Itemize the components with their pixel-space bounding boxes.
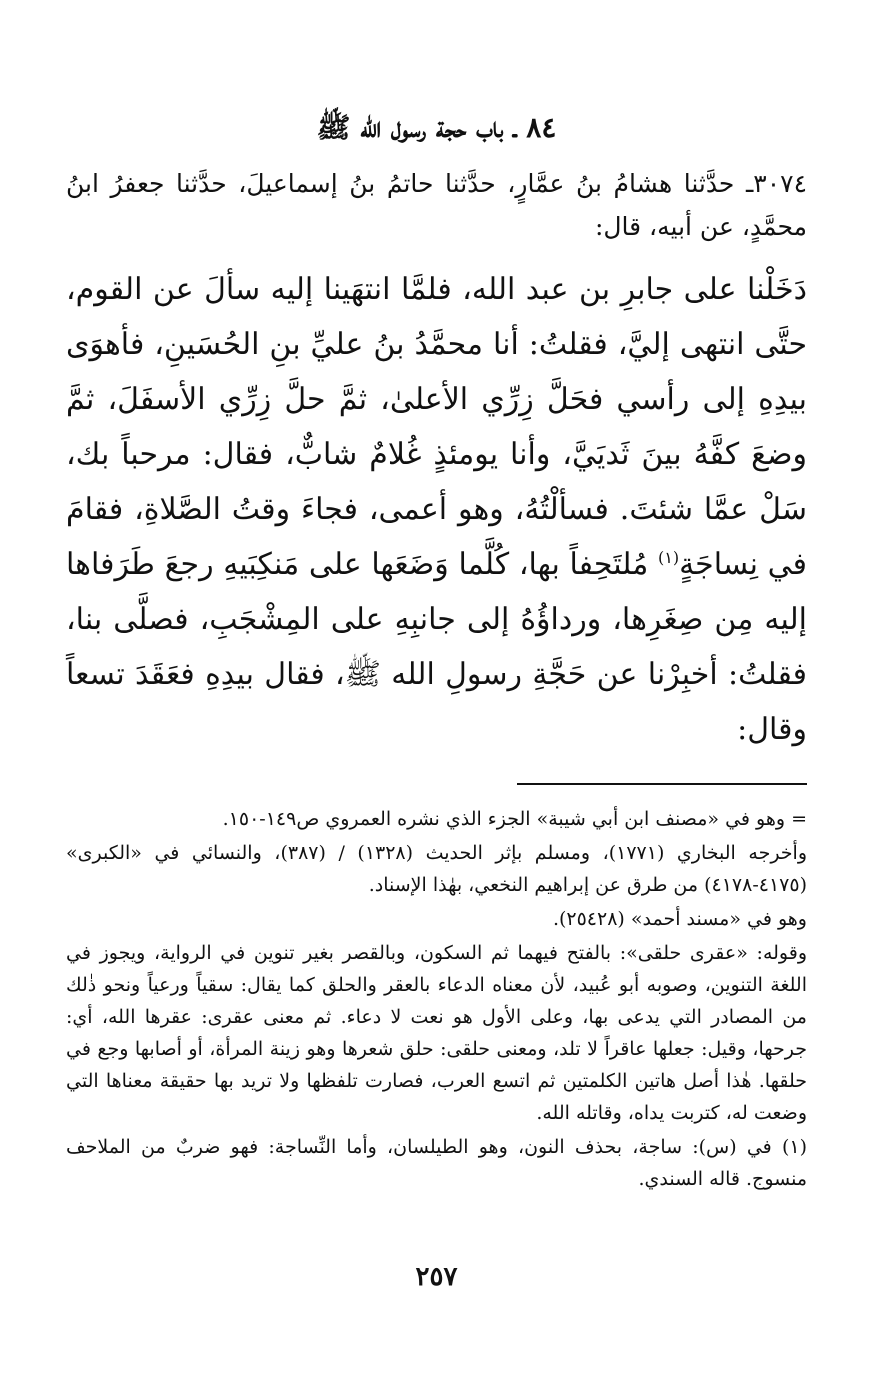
- footnote-separator: [517, 783, 807, 785]
- footnote-reference: (١): [657, 548, 680, 567]
- footnotes: [66, 803, 807, 1195]
- footnote-line: وهو في «مسند أحمد» (٢٥٤٢٨).: [552, 908, 807, 930]
- hadith-isnad: ٣٠٧٤ـ حدَّثنا هشامُ بنُ عمَّارٍ، حدَّثنا حاتمُ بنُ إسماعيلَ، حدَّثنا جعفرُ ابنُ محمَّدٍ، عن أبيه، قال:: [66, 169, 807, 241]
- hadith-text-part1: دَخَلْنا على جابرِ بن عبد الله، فلمَّا انتهَينا إليه سألَ عن القوم، حتَّى انتهى إليَّ، فقلتُ: أنا محمَّدُ بنُ عليِّ بنِ الحُسَينِ، فأهوَى بيدِهِ إلى رأسي فحَلَّ زِرِّي الأعلىٰ، ثمَّ حلَّ زِرِّي الأسفَلَ، ثمَّ وضعَ كفَّهُ بينَ ثَديَيَّ، وأنا يومئذٍ غُلامٌ شابٌّ، فقال: مرحباً بك، سَلْ عمَّا شئتَ. فسألْتُهُ، وهو أعمى، فجاءَ وقتُ الصَّلاةِ، فقامَ في نِساجَةٍ: [66, 272, 807, 582]
- chapter-title: ٨٤ ـ باب حجة رسول الله ﷺ: [316, 111, 557, 144]
- page-number: ٢٥٧: [415, 1262, 458, 1292]
- footnote-line: = وهو في «مصنف ابن أبي شيبة» الجزء الذي نشره العمروي ص١٤٩-١٥٠.: [222, 808, 807, 830]
- footnote-line: وأخرجه البخاري (١٧٧١)، ومسلم بإثر الحديث (١٣٢٨) / (٣٨٧)، والنسائي في «الكبرى» (٤١٧٥-٤١٧٨) من طرق عن إبراهيم النخعي، بهٰذا الإسناد.: [66, 842, 807, 896]
- hadith-text: [66, 262, 807, 757]
- footnote-line: (١) في (س): ساجة، بحذف النون، وهو الطيلسان، وأما النِّساجة: فهو ضربٌ من الملاحف منسوج. قاله السندي.: [66, 1136, 807, 1190]
- footnote-line: وقوله: «عقرى حلقى»: بالفتح فيهما ثم السكون، وبالقصر بغير تنوين في الرواية، ويجوز في اللغة التنوين، وصوبه أبو عُبيد، لأن معناه الدعاء بالعقر والحلق كما يقال: سقياً ورعياً ونحو ذٰلك من المصادر التي يدعى بها، وعلى الأول هو نعت لا دعاء. ثم معنى عقرى: عقرها الله، أي: جرحها، وقيل: جعلها عاقراً لا تلد، ومعنى حلقى: حلق شعرها وهو زينة المرأة، أو أصابها وجع في حلقها. هٰذا أصل هاتين الكلمتين ثم اتسع العرب، فصارت تلفظها ولا تريد بها حقيقة معناها التي وضعت له، كتربت يداه، وقاتله الله.: [66, 942, 807, 1124]
- hadith-text-part2: مُلتَحِفاً بها، كُلَّما وَضَعَها على مَنكِبَيهِ رجعَ طَرَفاها إليه مِن صِغَرِها، ورداؤُهُ إلى جانبِهِ على المِشْجَبِ، فصلَّى بنا، فقلتُ: أخبِرْنا عن حَجَّةِ رسولِ الله ﷺ، فقال بيدِهِ فعَقَدَ تسعاً وقال:: [66, 547, 807, 747]
